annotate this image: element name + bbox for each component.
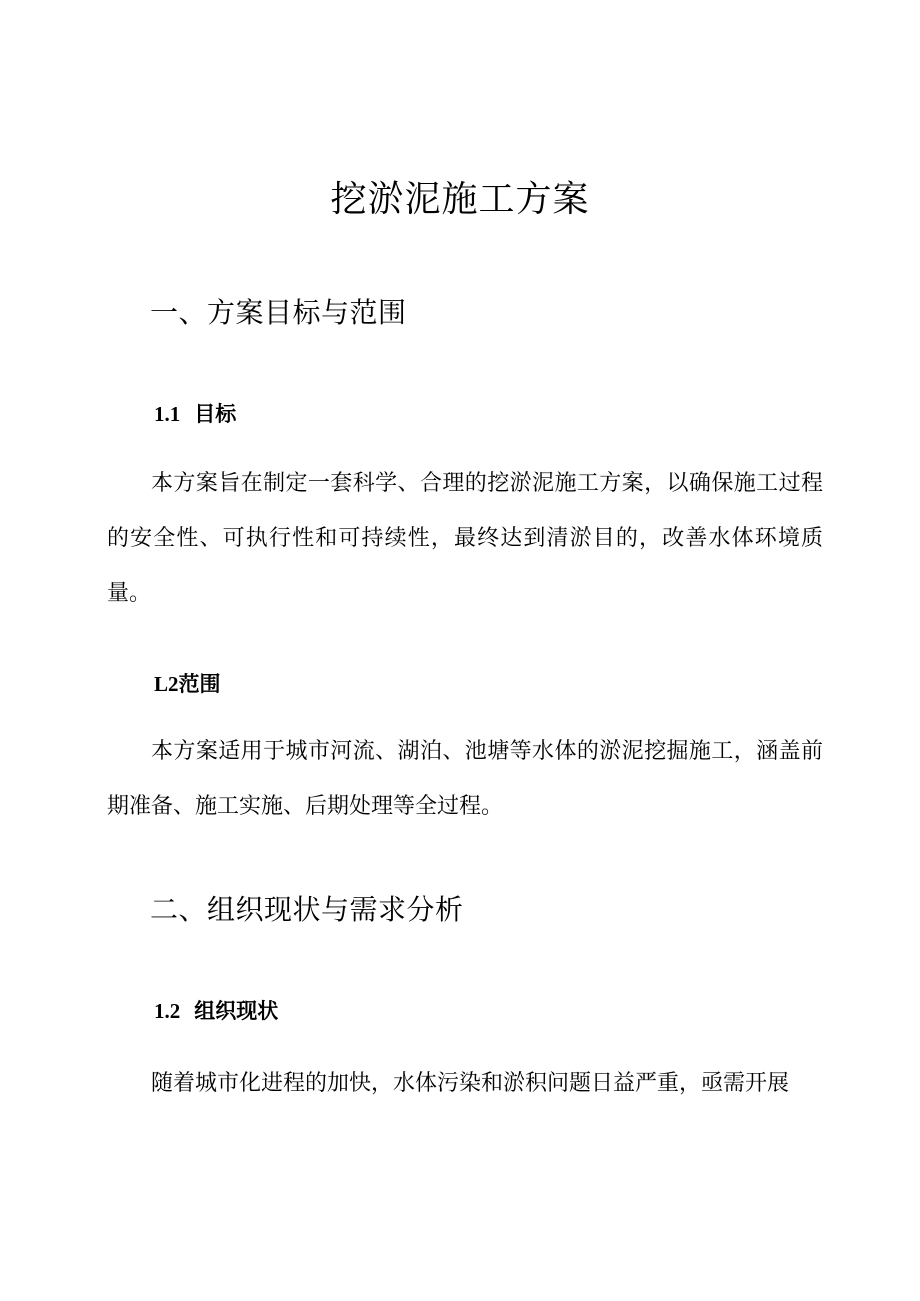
paragraph-scope: 本方案适用于城市河流、湖泊、池塘等水体的淤泥挖掘施工，涵盖前期准备、施工实施、后期处理等全过程。 xyxy=(107,739,823,819)
subsection-heading-1-2 xyxy=(154,670,221,698)
subsection-number: 1.2 xyxy=(154,999,181,1023)
section-heading-1: 一、方案目标与范围 xyxy=(150,296,407,329)
subsection-heading-2-1 xyxy=(154,997,278,1025)
paragraph-current-status: 随着城市化进程的加快，水体污染和淤积问题日益严重，亟需开展 xyxy=(151,1071,790,1096)
section-heading-2: 二、组织现状与需求分析 xyxy=(150,893,464,926)
subsection-number: 1.1 xyxy=(154,402,181,426)
paragraph-objective: 本方案旨在制定一套科学、合理的挖淤泥施工方案，以确保施工过程的安全性、可执行性和可持续性，最终达到清淤目的，改善水体环境质量。 xyxy=(107,471,823,606)
subsection-title: 目标 xyxy=(194,402,237,426)
subsection-number: L2 xyxy=(154,672,179,696)
subsection-heading-1-1 xyxy=(154,400,236,428)
subsection-title: 组织现状 xyxy=(194,999,279,1023)
subsection-title: 范围 xyxy=(178,672,221,696)
document-title: 挖淤泥施工方案 xyxy=(330,179,590,220)
